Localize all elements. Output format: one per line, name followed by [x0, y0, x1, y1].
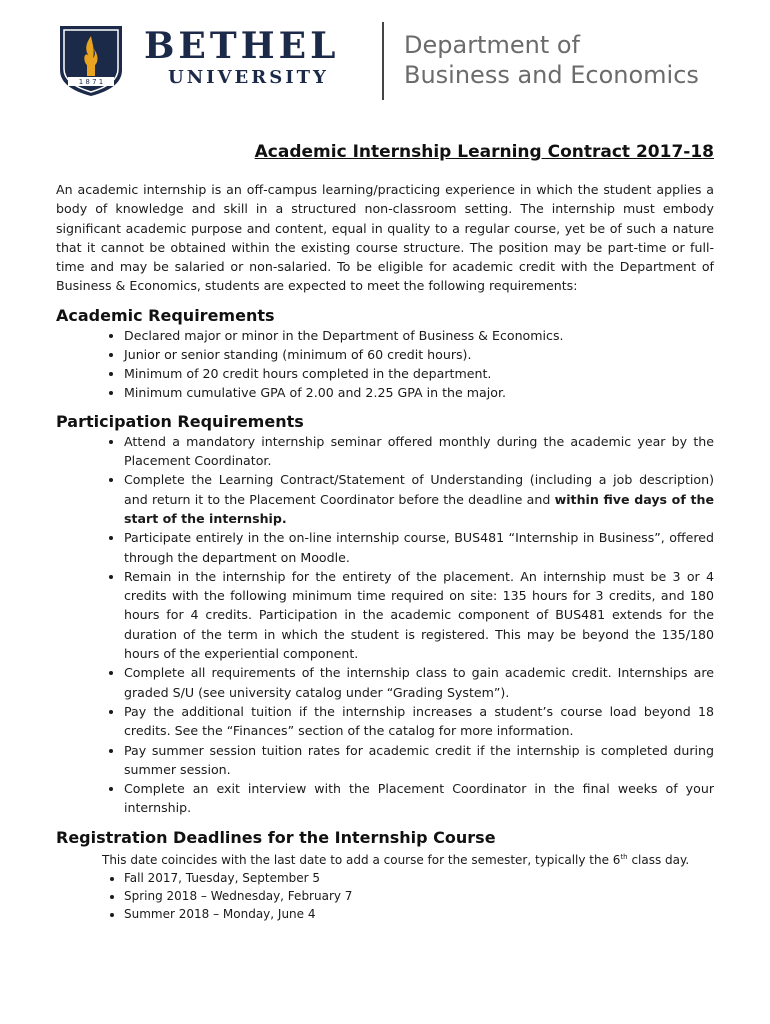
department-line-1: Department of [404, 31, 580, 59]
list-item: • Spring 2018 – Wednesday, February 7 [124, 887, 714, 905]
registration-deadlines-list [56, 869, 714, 923]
document-title: Academic Internship Learning Contract 2017-18 [254, 142, 714, 162]
list-item: • Summer 2018 – Monday, June 4 [124, 905, 714, 923]
list-item: • Pay the additional tuition if the internship increases a student’s course load beyond 18 credits. See the “Finances” section of the catalog for more information. [124, 702, 714, 741]
list-item: • Complete an exit interview with the Placement Coordinator in the final weeks of your internship. [124, 779, 714, 818]
brand-wordmark [144, 26, 339, 90]
department-line-2: Business and Economics [404, 61, 699, 89]
list-item: • Pay summer session tuition rates for academic credit if the internship is completed during summer session. [124, 741, 714, 780]
academic-requirements-heading: Academic Requirements [56, 305, 275, 325]
list-item: • Attend a mandatory internship seminar offered monthly during the academic year by the Placement Coordinator. [124, 432, 714, 471]
list-item: • Junior or senior standing (minimum of 60 credit hours). [124, 345, 714, 364]
registration-note: This date coincides with the last date to add a course for the semester, typically the 6th class day. [102, 852, 690, 867]
list-item: • Declared major or minor in the Department of Business & Economics. [124, 326, 714, 345]
document-body [56, 180, 714, 923]
registration-deadlines-heading: Registration Deadlines for the Internship Course [56, 827, 496, 847]
logo-year: 1 8 7 1 [78, 78, 104, 86]
list-item [124, 470, 714, 528]
participation-requirements-heading: Participation Requirements [56, 411, 304, 431]
list-item: • Participate entirely in the on-line internship course, BUS481 “Internship in Business”, offered through the department on Moodle. [124, 528, 714, 567]
list-item: • Complete all requirements of the internship class to gain academic credit. Internships are graded S/U (see university catalog under “Grading System”). [124, 663, 714, 702]
brand-subtitle: UNIVERSITY [168, 67, 329, 88]
list-item: • Minimum cumulative GPA of 2.00 and 2.25 GPA in the major. [124, 383, 714, 402]
bethel-shield-logo [56, 22, 126, 98]
brand-name: BETHEL [144, 25, 340, 67]
list-item: • Remain in the internship for the entirety of the placement. An internship must be 3 or 4 credits with the following minimum time required on site: 135 hours for 3 credits, and 180 hours for 4 credits. Participation in the academic component of BUS481 extends for the duration of the term in which the student is registered. This may be beyond the 135/180 hours of the experiential component. [124, 567, 714, 663]
list-item-text: Complete the Learning Contract/Statement of Understanding (including a job description) and return it to the Placement Coordinator before the deadline and [124, 472, 714, 507]
deadline-emphasis: within five days of the start of the internship. [124, 491, 714, 526]
department-name [404, 30, 699, 90]
letterhead [56, 18, 726, 104]
header-divider [382, 22, 384, 100]
intro-paragraph: An academic internship is an off-campus learning/practicing experience in which the student applies a body of knowledge and skill in a structured non-classroom setting. The internship must embody significant academic purpose and content, equal in quality to a regular course, yet be of such a nature that it cannot be obtained within the existing course structure. The position may be part-time or full-time and may be salaried or non-salaried. To be eligible for academic credit with the Department of Business & Economics, students are expected to meet the following requirements: [56, 182, 714, 294]
list-item: • Fall 2017, Tuesday, September 5 [124, 869, 714, 887]
list-item: • Minimum of 20 credit hours completed in the department. [124, 364, 714, 383]
participation-requirements-list [56, 432, 714, 818]
academic-requirements-list [56, 326, 714, 402]
